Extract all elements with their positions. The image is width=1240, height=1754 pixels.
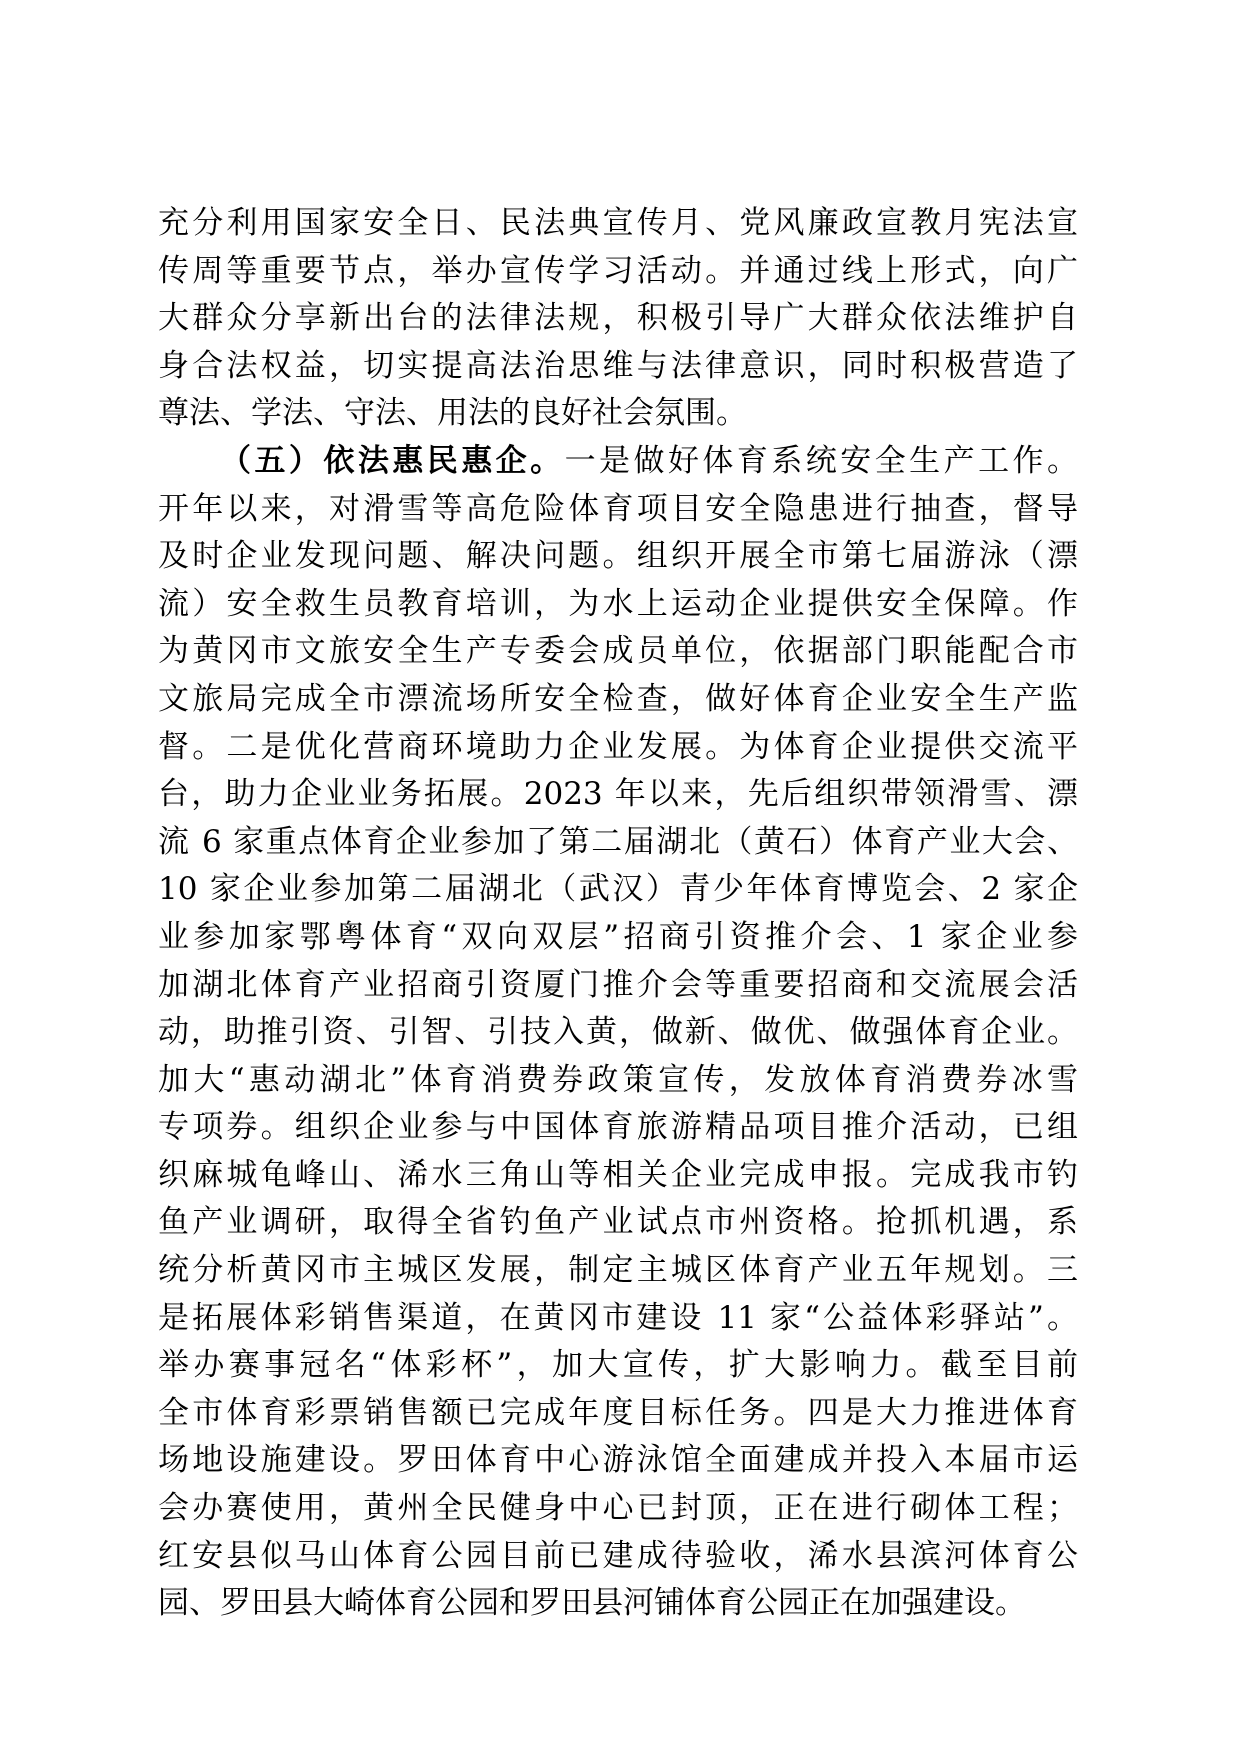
text-line: 加大“惠动湖北”体育消费券政策宣传，发放体育消费券冰雪 [158,1061,1078,1098]
text-line: 开年以来，对滑雪等高危险体育项目安全隐患进行抽查，督导 [158,490,1078,527]
text-line: 业参加家鄂粤体育“双向双层”招商引资推介会、1 家企业参 [158,918,1078,955]
body-text [158,200,1078,1628]
text-line: 充分利用国家安全日、民法典宣传月、党风廉政宣教月宪法宣 [158,205,1078,241]
text-line: 会办赛使用，黄州全民健身中心已封顶，正在进行砌体工程； [158,1490,1078,1527]
paragraph-1 [158,200,1078,438]
text-line: 统分析黄冈市主城区发展，制定主城区体育产业五年规划。三 [158,1252,1078,1289]
text-line: 是拓展体彩销售渠道，在黄冈市建设 11 家“公益体彩驿站”。 [158,1299,1078,1336]
text-line: 流）安全救生员教育培训，为水上运动企业提供安全保障。作 [158,585,1078,622]
text-line: 专项券。组织企业参与中国体育旅游精品项目推介活动，已组 [158,1109,1078,1146]
text-line: 全市体育彩票销售额已完成年度目标任务。四是大力推进体育 [158,1394,1078,1431]
text-line: 场地设施建设。罗田体育中心游泳馆全面建成并投入本届市运 [158,1442,1078,1479]
text-line: 尊法、学法、守法、用法的良好社会氛围。 [158,395,747,432]
text-line: 园、罗田县大崎体育公园和罗田县河铺体育公园正在加强建设。 [158,1585,1026,1622]
text-line: 及时企业发现问题、解决问题。组织开展全市第七届游泳（漂 [158,538,1078,575]
text-line: 大群众分享新出台的法律法规，积极引导广大群众依法维护自 [158,300,1078,337]
text-line: 加湖北体育产业招商引资厦门推介会等重要招商和交流展会活 [158,966,1078,1003]
text-line: 台，助力企业业务拓展。2023 年以来，先后组织带领滑雪、漂 [158,776,1078,813]
paragraph-2 [158,438,1078,1628]
text-line: 动，助推引资、引智、引技入黄，做新、做优、做强体育企业。 [158,1014,1078,1051]
text-line: 织麻城龟峰山、浠水三角山等相关企业完成申报。完成我市钓 [158,1156,1078,1193]
text-line: 红安县似马山体育公园目前已建成待验收，浠水县滨河体育公 [158,1537,1078,1574]
text-line: 为黄冈市文旅安全生产专委会成员单位，依据部门职能配合市 [158,633,1078,670]
text-line: 举办赛事冠名“体彩杯”，加大宣传，扩大影响力。截至目前 [158,1347,1078,1384]
text-line: 鱼产业调研，取得全省钓鱼产业试点市州资格。抢抓机遇，系 [158,1204,1078,1241]
text-line [158,438,1078,486]
heading-rest-text: 一是做好体育系统安全生产工作。 [564,442,1079,479]
section-heading: （五）依法惠民惠企。 [220,442,565,479]
text-line: 督。二是优化营商环境助力企业发展。为体育企业提供交流平 [158,728,1078,765]
text-line: 10 家企业参加第二届湖北（武汉）青少年体育博览会、2 家企 [158,871,1078,908]
text-line: 文旅局完成全市漂流场所安全检查，做好体育企业安全生产监 [158,680,1078,717]
text-line: 身合法权益，切实提高法治思维与法律意识，同时积极营造了 [158,347,1078,384]
text-line: 流 6 家重点体育企业参加了第二届湖北（黄石）体育产业大会、 [158,823,1078,860]
text-line: 传周等重要节点，举办宣传学习活动。并通过线上形式，向广 [158,252,1078,289]
